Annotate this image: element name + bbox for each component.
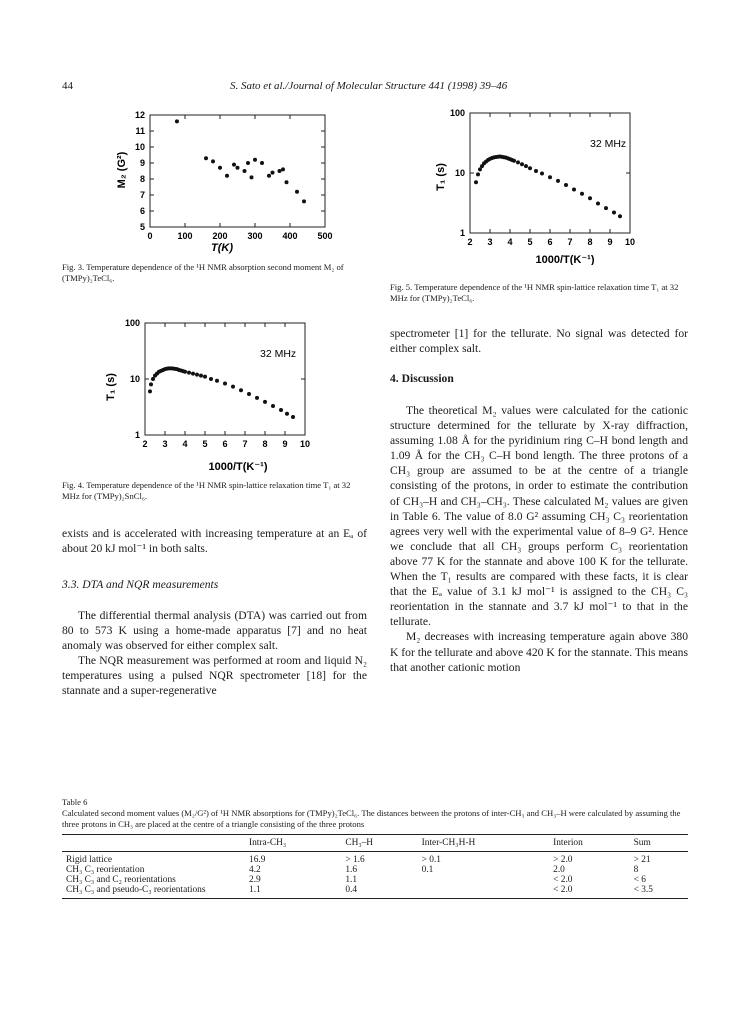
fig4-freq: 32 MHz [260, 348, 297, 360]
fig3-point [302, 199, 306, 203]
fig3-point [281, 167, 285, 171]
fig5-point [572, 188, 576, 192]
fig3-point [285, 180, 289, 184]
fig4-ylabel: T₁ (s) [105, 373, 117, 401]
fig4-xtick-label: 9 [282, 439, 288, 449]
fig3-xtick-label: 400 [282, 231, 298, 241]
table6-header: Intra-CH₃ [249, 838, 287, 848]
table6-cell: 2.9 [249, 875, 261, 885]
fig4-point [195, 373, 199, 377]
fig5-xtick-label: 5 [527, 237, 533, 247]
table6-header [62, 838, 245, 852]
fig5-ylabel: T₁ (s) [435, 163, 447, 191]
fig4-point [279, 408, 283, 412]
fig5-xtick-label: 3 [487, 237, 493, 247]
fig5-point [618, 214, 622, 218]
fig4-xtick-label: 8 [262, 439, 268, 449]
fig3-point [253, 158, 257, 162]
fig5-point [520, 162, 524, 166]
table-row [62, 875, 688, 885]
fig5-xtick-label: 9 [607, 237, 613, 247]
fig3-point [225, 174, 229, 178]
fig3-point [175, 119, 179, 123]
fig5-xtick-label: 2 [467, 237, 473, 247]
fig3-chart [100, 105, 340, 255]
fig3-point [278, 169, 282, 173]
fig5-xtick-label: 10 [624, 237, 636, 247]
table6-cell: < 6 [633, 875, 646, 885]
fig3-point [250, 175, 254, 179]
table-row [62, 852, 688, 866]
fig3-ytick-label: 12 [134, 110, 145, 120]
fig4-point [183, 370, 187, 374]
fig3-ytick-label: 8 [139, 174, 145, 184]
right-paragraph-2: M₂ decreases with increasing temperature again above 380 K for the tellurate and above 420 K for the stannate. This means that another cationic motion [390, 630, 688, 674]
fig4-point [291, 415, 295, 419]
fig4-point [187, 371, 191, 375]
fig5-point [524, 164, 528, 168]
fig5-point [474, 180, 478, 184]
fig5-point [548, 175, 552, 179]
fig5-point [512, 159, 516, 163]
fig5-point [540, 172, 544, 176]
fig4-xtick-label: 5 [202, 439, 208, 449]
fig3-point [295, 190, 299, 194]
table6-cell: 4.2 [249, 865, 261, 875]
table6-cell: Rigid lattice [66, 855, 113, 865]
fig3-point [260, 161, 264, 165]
fig3-ytick-label: 10 [134, 142, 145, 152]
table-row [62, 865, 688, 875]
fig3-xtick-label: 100 [177, 231, 193, 241]
table6-cell: > 0.1 [421, 855, 441, 865]
table-row [62, 885, 688, 895]
fig3-xtick-label: 500 [317, 231, 333, 241]
fig4-frame [145, 323, 305, 435]
fig3-frame [150, 115, 325, 227]
fig5-caption: Fig. 5. Temperature dependence of the ¹H NMR spin-lattice relaxation time T₁ at 32 MHz for (TMPy)₂TeCl₆. [390, 282, 679, 303]
right-paragraph-1: The theoretical M₂ values were calculated for the cationic structure determined for the tellurate by X-ray diffraction, assuming 1.08 Å for the pyridinium ring C–H bond length and 1.09 Å for the CH₃ C–H bond length. The three protons of a CH₃ group are assumed to be at the centre of a triangle consisting of the protons, in order to estimate the contribution of CH₃–H and CH₃–CH₃. These calculated M₂ values are given in Table 6. The value of 8.0 G² assuming CH₃ C₃ reorientation agrees very well with the experimental value of 8–9 G². Hence we conclude that all CH₃ groups perform C₃ reorientation above 77 K for the stannate and above 100 K for the tellurate. When the T₁ results are compared with these facts, it is clear that the Eₐ value of 3.1 kJ mol⁻¹ is assigned to the CH₃ C₃ reorientation in the stannate and 3.7 kJ mol⁻¹ to that in the tellurate. [390, 404, 688, 629]
fig5-ytick-label: 100 [449, 108, 465, 118]
fig4-point [203, 375, 207, 379]
left-paragraph-2: The differential thermal analysis (DTA) was carried out from 80 to 573 K using a home-made apparatus [7] and no heat anomaly was observed for either complex salt. [62, 609, 367, 653]
table6-cell: > 21 [633, 855, 651, 865]
fig3-xtick-label: 200 [212, 231, 228, 241]
fig4-point [255, 396, 259, 400]
table6-cell: 16.9 [249, 855, 266, 865]
left-paragraph-1: exists and is accelerated with increasing temperature at an Eₐ of about 20 kJ mol⁻¹ in both salts. [62, 527, 367, 556]
fig5-point [516, 160, 520, 164]
table6-cell: < 2.0 [553, 885, 573, 895]
fig3-ytick-label: 9 [139, 158, 145, 168]
right-paragraph-0: spectrometer [1] for the tellurate. No signal was detected for either complex salt. [390, 327, 688, 356]
fig5-chart [430, 105, 650, 265]
table6-cell: 1.1 [345, 875, 358, 885]
fig4-point [209, 377, 213, 381]
fig4-caption: Fig. 4. Temperature dependence of the ¹H NMR spin-lattice relaxation time T₁ at 32 MHz for (TMPy)₂SnCl₆. [62, 480, 351, 501]
fig5-point [564, 183, 568, 187]
fig5-ytick-label: 1 [459, 228, 465, 238]
section-3-3-heading: 3.3. DTA and NQR measurements [62, 578, 219, 591]
fig3-point [211, 159, 215, 163]
running-title: S. Sato et al./Journal of Molecular Structure 441 (1998) 39–46 [230, 80, 508, 92]
table6-cell: CH₃ C₃ reorientation [66, 865, 145, 875]
table6-cell: 0.1 [421, 865, 434, 875]
table6-cell: 1.6 [345, 865, 358, 875]
fig4-ytick-label: 1 [134, 430, 140, 440]
fig5-point [556, 179, 560, 183]
fig4-chart [100, 315, 330, 475]
fig3-point [232, 163, 236, 167]
fig4-point [231, 385, 235, 389]
table6-cell: 2.0 [553, 865, 565, 875]
fig3-point [204, 156, 208, 160]
fig3-ytick-label: 6 [139, 206, 145, 216]
fig3-point [271, 171, 275, 175]
table6-cell: > 2.0 [553, 855, 573, 865]
fig3-point [267, 174, 271, 178]
table6-cell: < 2.0 [553, 875, 573, 885]
fig3-xtick-label: 300 [247, 231, 263, 241]
section-4-heading: 4. Discussion [390, 372, 454, 385]
table6-header: Interion [553, 838, 583, 848]
table6 [62, 834, 688, 899]
fig4-point [223, 382, 227, 386]
fig4-point [148, 389, 152, 393]
fig5-point [580, 192, 584, 196]
fig4-point [215, 379, 219, 383]
fig4-point [271, 404, 275, 408]
fig3-ylabel: M₂ (G²) [116, 151, 128, 189]
fig5-point [476, 172, 480, 176]
fig5-point [596, 202, 600, 206]
table6-cell: > 1.6 [345, 855, 365, 865]
table6-cell: CH₃ C₃ and pseudo-C₃ reorientations [66, 885, 206, 895]
table6-caption: Calculated second moment values (M₂/G²) of ¹H NMR absorptions for (TMPy)₂TeCl₆. The distances between the protons of inter-CH₃ and CH₃–H were calculated by assuming the three protons in CH₃ are placed at the centre of a triangle consisting of the three protons [62, 808, 681, 829]
fig4-point [263, 400, 267, 404]
table6-header: CH₃–H [345, 838, 374, 848]
fig4-point [191, 372, 195, 376]
fig4-point [199, 374, 203, 378]
fig4-xtick-label: 2 [142, 439, 148, 449]
fig3-ytick-label: 5 [139, 222, 145, 232]
fig3-point [218, 166, 222, 170]
fig5-point [588, 196, 592, 200]
fig5-xtick-label: 6 [547, 237, 553, 247]
fig5-xlabel: 1000/T(K⁻¹) [535, 254, 595, 265]
fig3-point [243, 169, 247, 173]
fig4-ytick-label: 100 [124, 318, 140, 328]
fig4-xtick-label: 6 [222, 439, 228, 449]
fig3-ytick-label: 7 [139, 190, 145, 200]
fig5-freq: 32 MHz [590, 138, 627, 150]
table6-header: Inter-CH₃H-H [421, 838, 476, 848]
fig5-xtick-label: 7 [567, 237, 573, 247]
table6-cell [418, 885, 549, 895]
fig3-caption: Fig. 3. Temperature dependence of the ¹H NMR absorption second moment M₂ of (TMPy)₂TeCl₆. [62, 262, 344, 283]
fig5-point [528, 166, 532, 170]
fig5-xtick-label: 4 [507, 237, 513, 247]
fig5-point [604, 206, 608, 210]
table6-cell: CH₃ C₃ and C₂ reorientations [66, 875, 176, 885]
fig3-xlabel: T(K) [211, 242, 233, 254]
left-paragraph-3: The NQR measurement was performed at room and liquid N₂ temperatures using a pulsed NQR spectrometer [18] for the stannate and a super-regenerative [62, 654, 367, 698]
fig4-xtick-label: 4 [182, 439, 188, 449]
fig4-ytick-label: 10 [129, 374, 140, 384]
fig4-xlabel: 1000/T(K⁻¹) [208, 461, 268, 473]
table6-cell: 8 [633, 865, 639, 875]
fig4-xtick-label: 3 [162, 439, 168, 449]
page-number: 44 [62, 80, 73, 92]
fig5-point [612, 210, 616, 214]
fig3-ytick-label: 11 [135, 126, 145, 136]
fig5-point [534, 169, 538, 173]
fig4-point [239, 388, 243, 392]
fig4-point [285, 412, 289, 416]
table6-cell: 1.1 [249, 885, 261, 895]
fig4-point [151, 377, 155, 381]
table6-cell: 0.4 [345, 885, 358, 895]
fig4-xtick-label: 7 [242, 439, 248, 449]
fig5-ytick-label: 10 [454, 168, 465, 178]
table6-label: Table 6 [62, 797, 88, 807]
table6-header: Sum [633, 838, 651, 848]
fig3-point [236, 166, 240, 170]
table6-cell [418, 875, 549, 885]
fig3-point [246, 161, 250, 165]
fig5-xtick-label: 8 [587, 237, 593, 247]
fig4-xtick-label: 10 [299, 439, 311, 449]
table6-cell: < 3.5 [633, 885, 653, 895]
fig3-xtick-label: 0 [147, 231, 153, 241]
fig5-frame [470, 113, 630, 233]
fig4-point [247, 392, 251, 396]
fig4-point [149, 382, 153, 386]
